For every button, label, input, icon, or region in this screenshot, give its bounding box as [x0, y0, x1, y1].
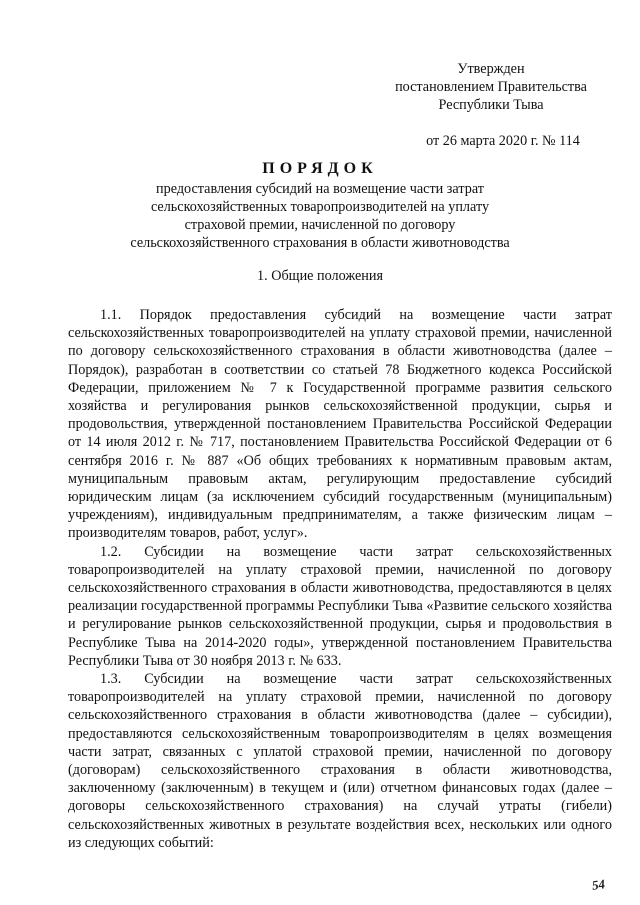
document-subtitle	[100, 180, 540, 252]
approval-line-1: Утвержден	[457, 61, 525, 77]
section-heading: 1. Общие положения	[257, 268, 383, 284]
subtitle-line: сельскохозяйственных товаропроизводителей на уплату	[150, 199, 490, 215]
subtitle-line: страховой премии, начисленной по договору	[184, 217, 456, 233]
document-body	[68, 306, 612, 852]
subtitle-line: предоставления субсидий на возмещение части затрат	[156, 181, 484, 197]
subtitle-line: сельскохозяйственного страхования в области животноводства	[130, 235, 510, 251]
handwritten-page-number: 54	[590, 876, 606, 893]
approval-block	[376, 60, 606, 150]
paragraph-1-1: 1.1. Порядок предоставления субсидий на возмещение части затрат сельскохозяйственных товаропроизводителей на уплату страховой премии, начисленной по договору сельскохозяйственного страхования в области животноводства (далее – Порядок), разработан в соответствии со статьей 78 Бюджетного кодекса Российской Федерации, приложением № 7 к Государственной программе развития сельского хозяйства и регулирования рынков сельскохозяйственной продукции, сырья и продовольствия, утвержденной постановлением Правительства Российской Федерации от 14 июля 2012 г. № 717, постановлением Правительства Российской Федерации от 6 сентября 2016 г. № 887 «Об общих требованиях к нормативным правовым актам, муниципальным правовым актам, регулирующим предоставление субсидий юридическим лицам (за исключением субсидий государственным (муниципальным) учреждениям), индивидуальным предпринимателям, а также физическим лицам – производителям товаров, работ, услуг».	[68, 307, 612, 542]
paragraph-1-2: 1.2. Субсидии на возмещение части затрат сельскохозяйственных товаропроизводителей на уплату страховой премии, начисленной по договору сельскохозяйственного страхования в области животноводства, предоставляются в целях реализации государственной программы Республики Тыва «Развитие сельского хозяйства и регулирование рынков сельскохозяйственной продукции, сырья и продовольствия в Республике Тыва на 2014-2020 годы», утвержденной постановлением Правительства Республики Тыва от 30 ноября 2013 г. № 633.	[68, 543, 612, 669]
approval-line-3: Республики Тыва	[438, 97, 544, 113]
approval-date: от 26 марта 2020 г. № 114	[426, 133, 580, 149]
document-title: ПОРЯДОК	[262, 160, 378, 177]
paragraph-1-3: 1.3. Субсидии на возмещение части затрат сельскохозяйственных товаропроизводителей на уплату страховой премии, начисленной по договору сельскохозяйственного страхования в области животноводства (далее – субсидии), предоставляются сельскохозяйственным товаропроизводителям в целях возмещения части затрат, связанных с уплатой страховой премии, начисленной по договору (договорам) сельскохозяйственного страхования в области животноводства, заключенному (заключенным) в текущем и (или) отчетном финансовых годах (далее – договоры сельскохозяйственного страхования) на случай утраты (гибели) сельскохозяйственных животных в результате воздействия всех, нескольких или одного из следующих событий:	[68, 671, 612, 851]
approval-line-2: постановлением Правительства	[395, 79, 587, 95]
